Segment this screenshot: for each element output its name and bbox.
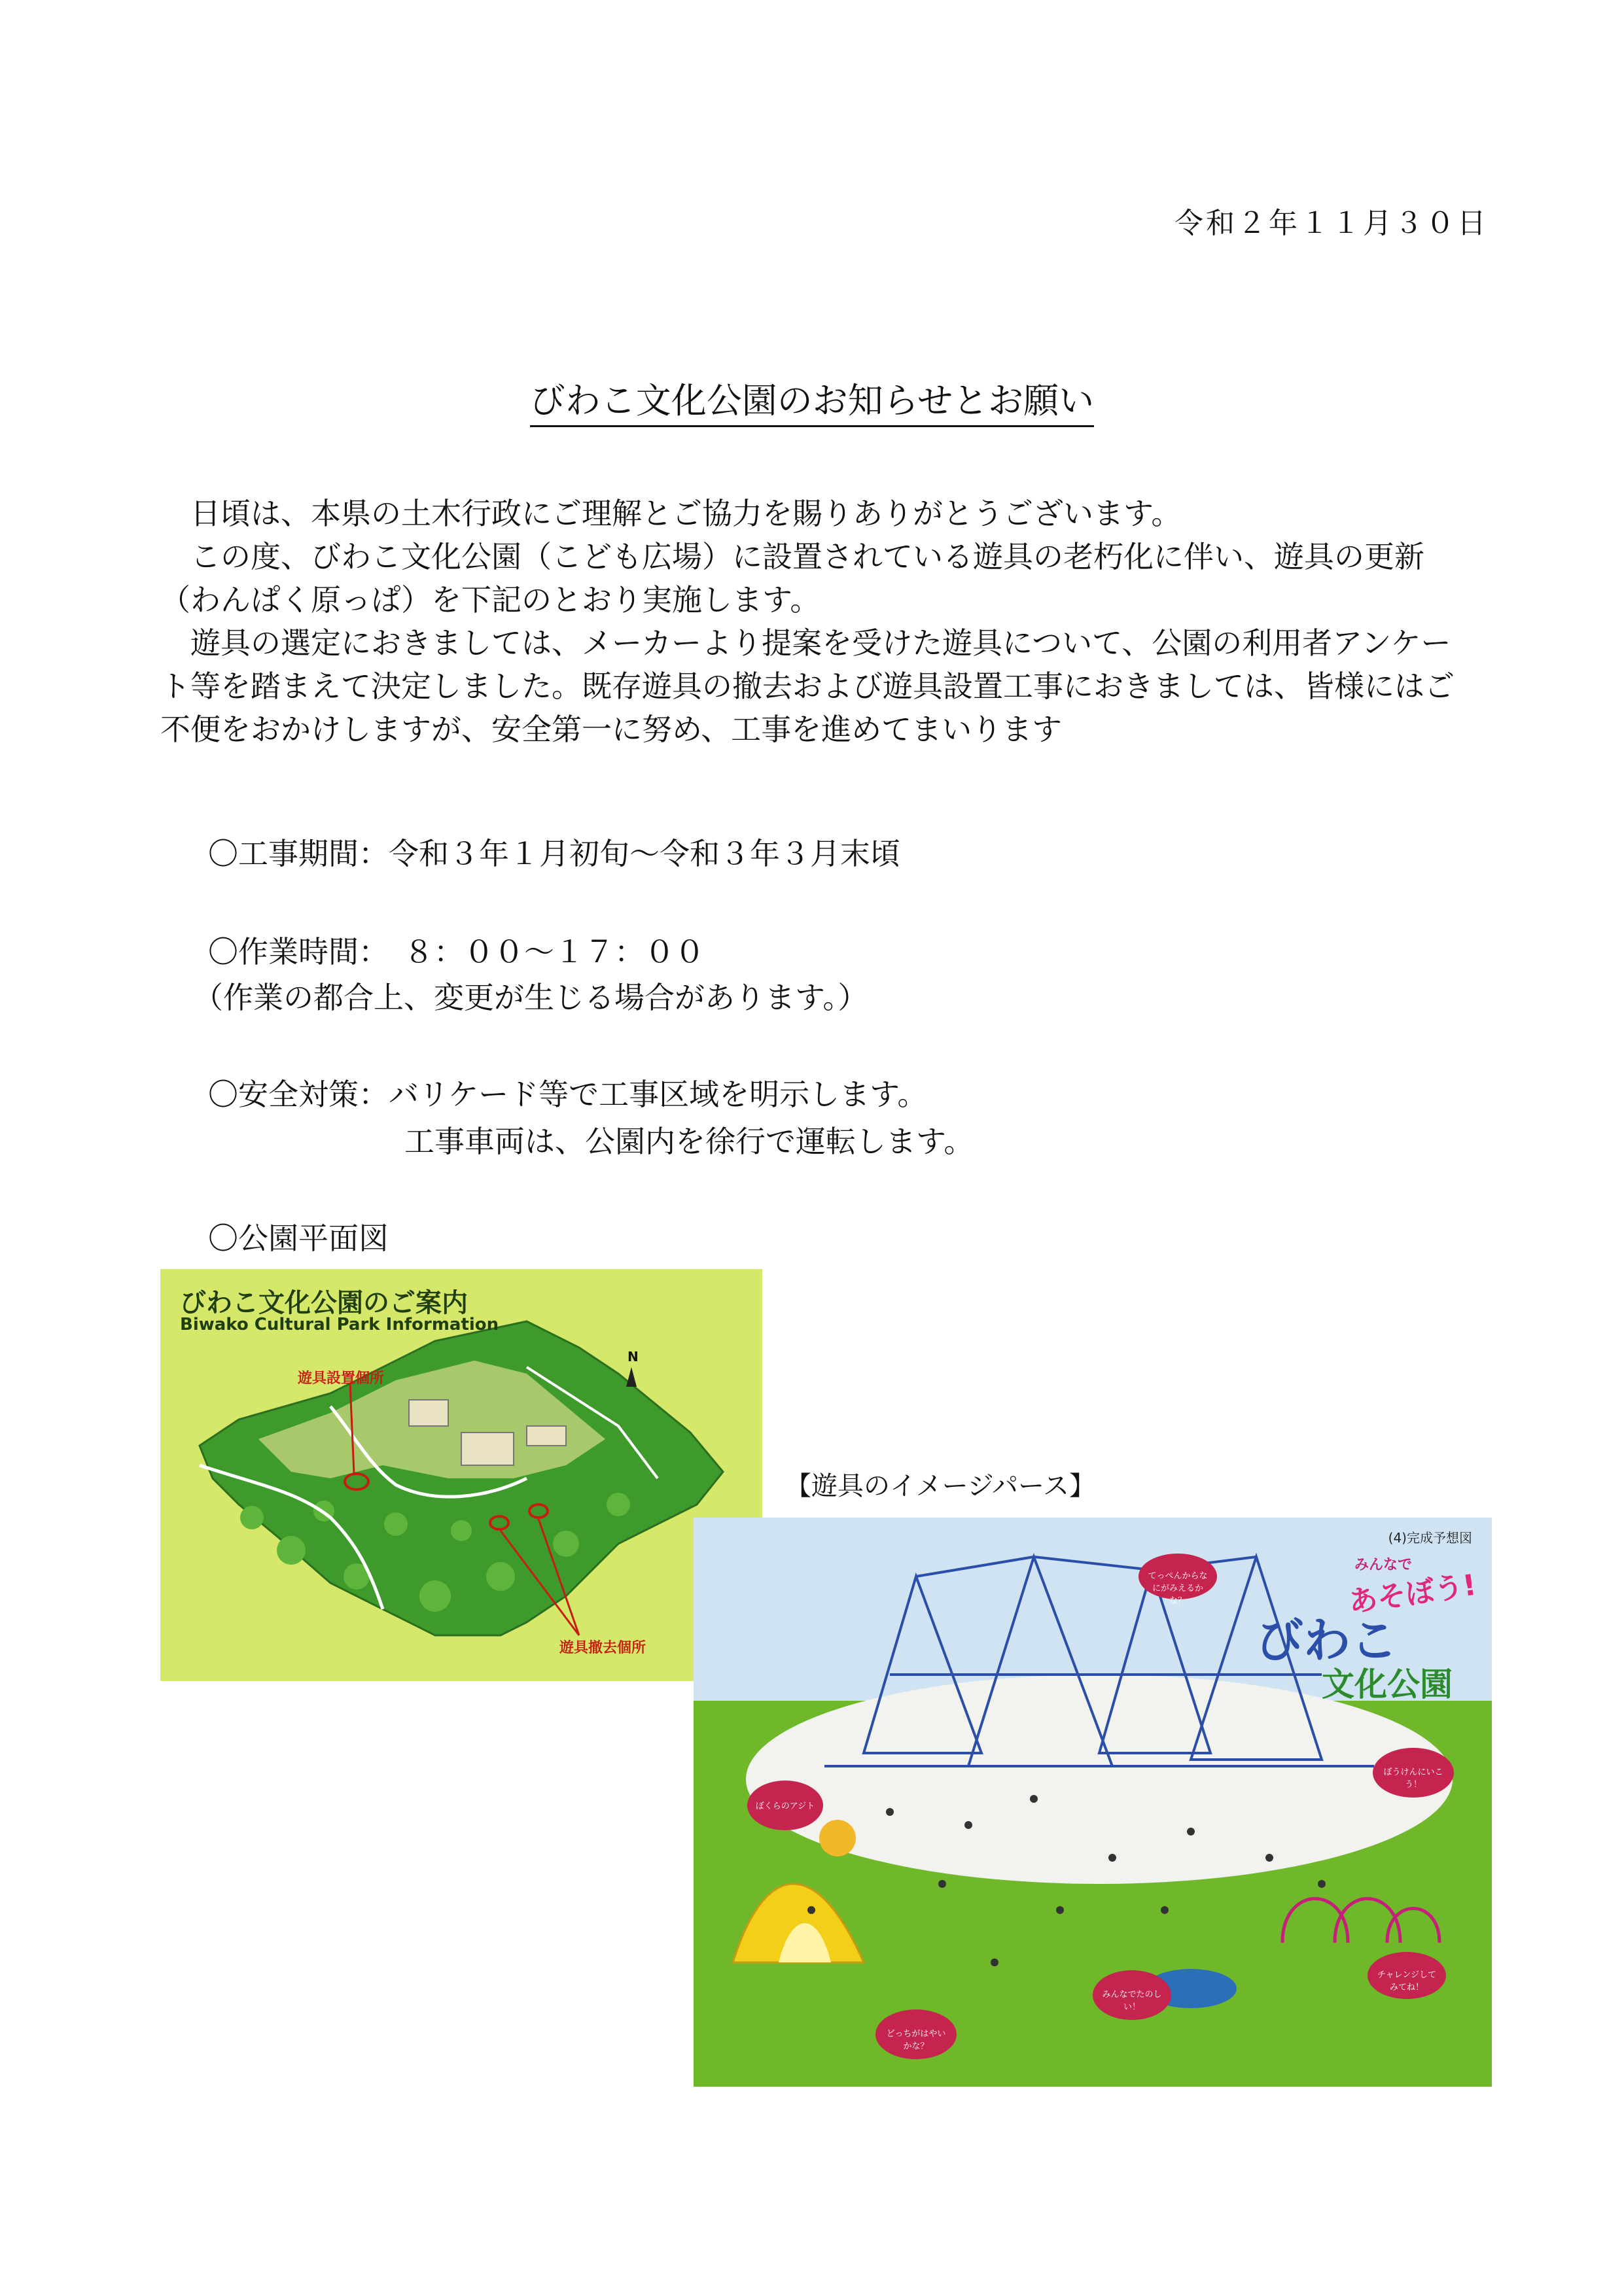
- paragraph-announcement: この度、びわこ文化公園（こども広場）に設置されている遊具の老朽化に伴い、遊具の更新（わんぱく原っぱ）を下記のとおり実施します。: [160, 539, 1424, 617]
- speech-bubble: ぼくらのアジト: [755, 1801, 815, 1811]
- speech-bubble: みんなでたのしい！: [1102, 1990, 1162, 2012]
- logo-minna: みんなで: [1354, 1557, 1413, 1573]
- paragraph-greeting: 日頃は、本県の土木行政にご理解とご協力を賜りありがとうございます。: [190, 496, 1182, 531]
- north-arrow-icon: N: [627, 1349, 639, 1365]
- map-subtitle: Biwako Cultural Park Information: [180, 1315, 499, 1334]
- safety-measures: 〇安全対策：バリケード等で工事区域を明示します。: [208, 1077, 928, 1112]
- page-title-text: びわこ文化公園のお知らせとお願い: [530, 380, 1094, 427]
- work-hours: 〇作業時間： ８：００～１７：００: [208, 934, 705, 969]
- work-hours-note: （作業の都合上、変更が生じる場合があります。）: [193, 980, 868, 1015]
- map-title: びわこ文化公園のご案内: [180, 1288, 468, 1318]
- park-plan-heading: 〇公園平面図: [208, 1221, 389, 1256]
- speech-bubble: どっちがはやいかな？: [886, 2029, 946, 2051]
- intro-paragraphs: [160, 492, 1469, 751]
- park-map: [160, 1269, 762, 1681]
- logo-asobou: あそぼう!: [1347, 1568, 1479, 1620]
- construction-period: 〇工事期間：令和３年１月初旬～令和３年３月末頃: [208, 836, 900, 871]
- paragraph-selection: 遊具の選定におきましては、メーカーより提案を受けた遊具について、公園の利用者アンケート等を踏まえて決定しました。既存遊具の撤去および遊具設置工事におきましては、皆様にはご不便をおかけしますが、安全第一に努め、工事を進めてまいります: [160, 625, 1455, 747]
- page-title: [0, 373, 1624, 423]
- safety-measures-2: 工事車両は、公園内を徐行で運転します。: [404, 1124, 974, 1159]
- logo-biwako: びわこ: [1256, 1613, 1398, 1668]
- removal-location-label: 遊具撤去個所: [559, 1640, 646, 1656]
- speech-bubble: ぼうけんにいこう！: [1383, 1767, 1443, 1790]
- speech-bubble: チャレンジしてみてね！: [1377, 1970, 1436, 1992]
- perspective-note: (4)完成予想図: [1388, 1530, 1472, 1546]
- perspective-caption: 【遊具のイメージパース】: [785, 1471, 1095, 1501]
- playground-perspective: [694, 1518, 1492, 2087]
- install-location-label: 遊具設置個所: [298, 1370, 385, 1387]
- logo-bunka-koen: 文化公園: [1322, 1665, 1453, 1703]
- document-date: 令和２年１１月３０日: [1174, 207, 1489, 240]
- speech-bubble: てっぺんからなにがみえるかな？: [1148, 1571, 1208, 1606]
